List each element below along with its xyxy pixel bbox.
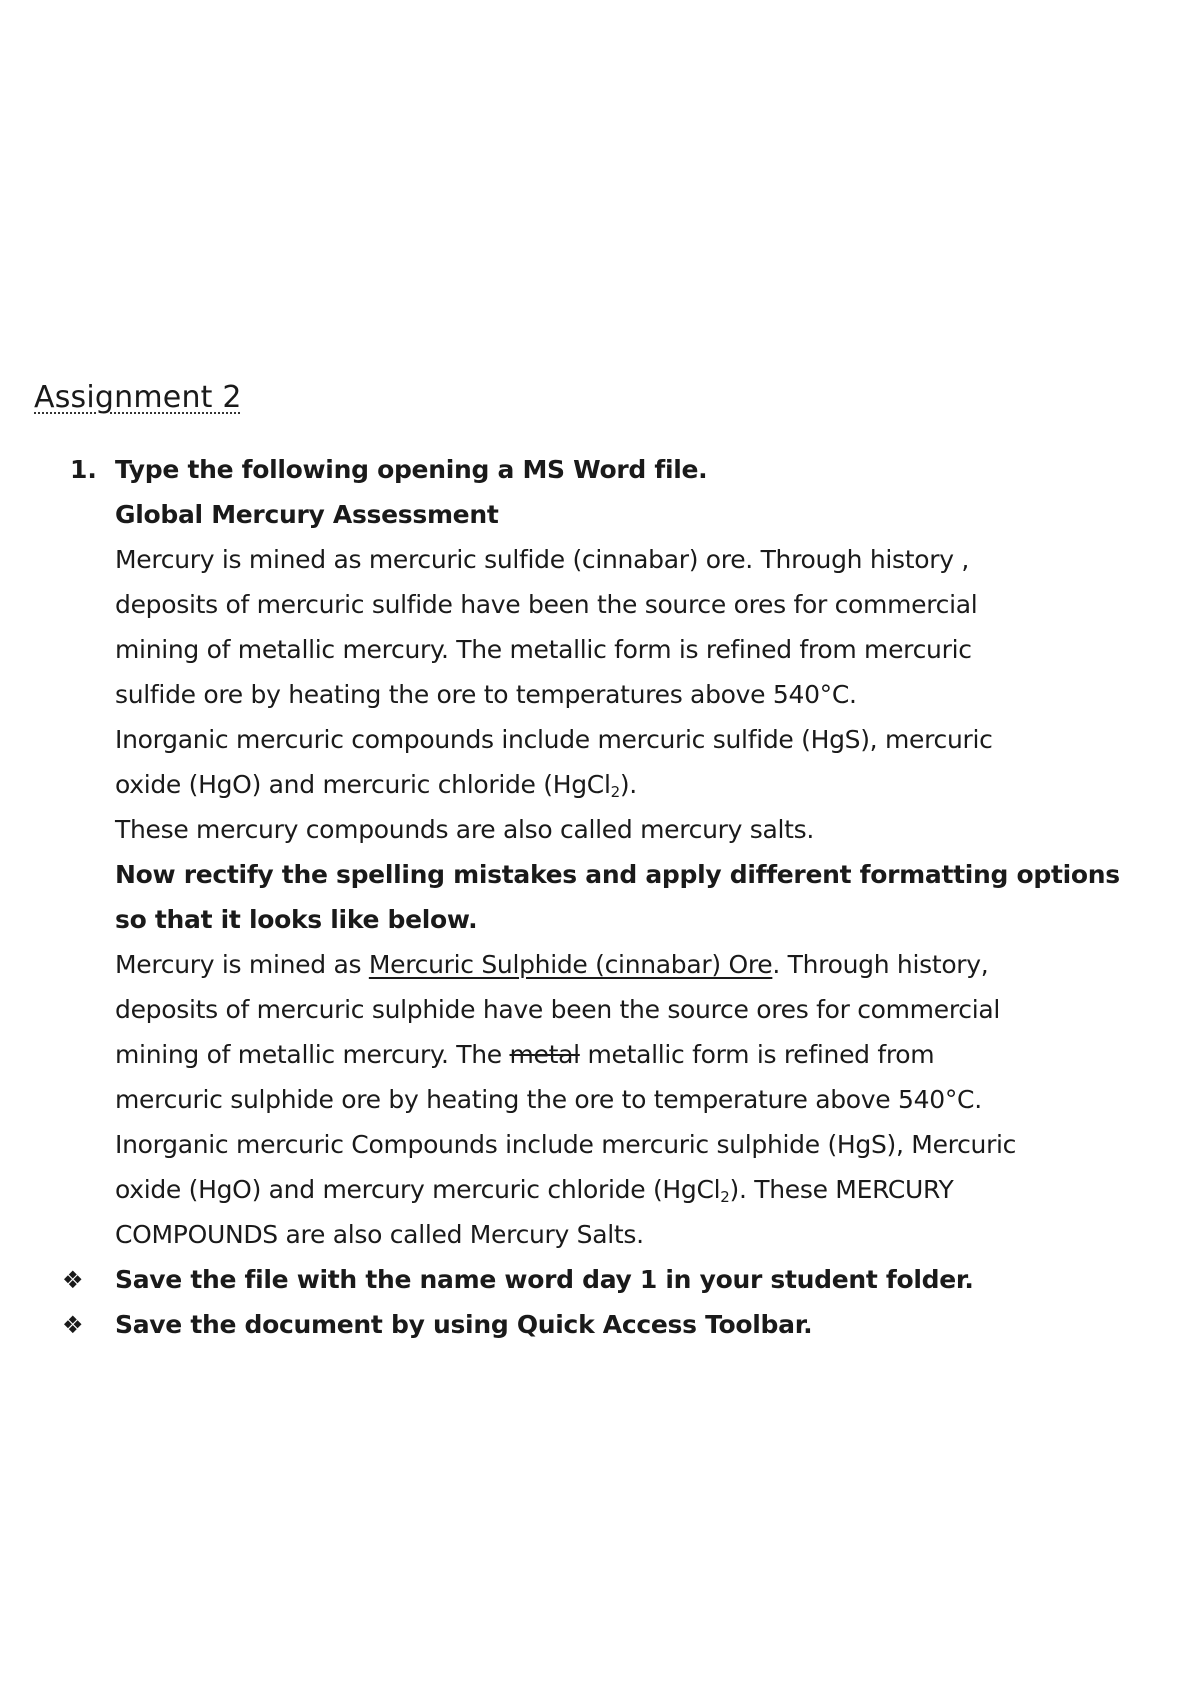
instruction-2-line-2: so that it looks like below. [115, 905, 478, 934]
diamond-bullet-icon: ❖ [62, 1311, 84, 1339]
formatted-line-7: COMPOUNDS are also called Mercury Salts. [115, 1220, 644, 1249]
original-line-3: mining of metallic mercury. The metallic form is refined from mercuric [115, 635, 972, 664]
formatted-line-3-start: mining of metallic mercury. The [115, 1040, 510, 1069]
formatted-line-6-text: oxide (HgO) and mercury mercuric chloride (HgCl [115, 1175, 721, 1204]
heading-global-mercury: Global Mercury Assessment [115, 500, 499, 529]
subscript-2-formatted: 2 [720, 1188, 730, 1206]
original-line-5: Inorganic mercuric compounds include mercuric sulfide (HgS), mercuric [115, 725, 993, 754]
formatted-line-1-start: Mercury is mined as [115, 950, 369, 979]
original-line-1: Mercury is mined as mercuric sulfide (cinnabar) ore. Through history , [115, 545, 970, 574]
strikethrough-word: metal [509, 1040, 580, 1069]
formatted-line-3-end: metallic form is refined from [579, 1040, 935, 1069]
original-line-6-text: oxide (HgO) and mercuric chloride (HgCl [115, 770, 611, 799]
formatted-line-1 [115, 943, 988, 987]
item-number: 1. [70, 455, 97, 484]
formatted-line-2: deposits of mercuric sulphide have been the source ores for commercial [115, 995, 1001, 1024]
formatted-line-4: mercuric sulphide ore by heating the ore to temperature above 540°C. [115, 1085, 982, 1114]
formatted-line-3 [115, 1033, 934, 1077]
original-line-7: These mercury compounds are also called mercury salts. [115, 815, 815, 844]
formatted-line-1-end: . Through history, [772, 950, 989, 979]
underlined-phrase: Mercuric Sulphide (cinnabar) Ore [368, 950, 773, 979]
bullet-item-save-file: Save the file with the name word day 1 in your student folder. [115, 1265, 974, 1294]
assignment-title: Assignment 2 [34, 380, 242, 415]
formatted-line-5: Inorganic mercuric Compounds include mercuric sulphide (HgS), Mercuric [115, 1130, 1017, 1159]
original-line-2: deposits of mercuric sulfide have been the source ores for commercial [115, 590, 978, 619]
formatted-line-6 [115, 1168, 954, 1212]
original-line-6 [115, 763, 637, 807]
bullet-item-quick-access: Save the document by using Quick Access Toolbar. [115, 1310, 813, 1339]
formatted-line-6-end: ). These MERCURY [729, 1175, 954, 1204]
original-line-6-end: ). [619, 770, 637, 799]
subscript-2: 2 [610, 783, 620, 801]
instruction-2-line-1: Now rectify the spelling mistakes and apply different formatting options [115, 860, 1120, 889]
original-line-4: sulfide ore by heating the ore to temperatures above 540°C. [115, 680, 857, 709]
instruction-1: Type the following opening a MS Word file. [115, 455, 708, 484]
diamond-bullet-icon: ❖ [62, 1266, 84, 1294]
